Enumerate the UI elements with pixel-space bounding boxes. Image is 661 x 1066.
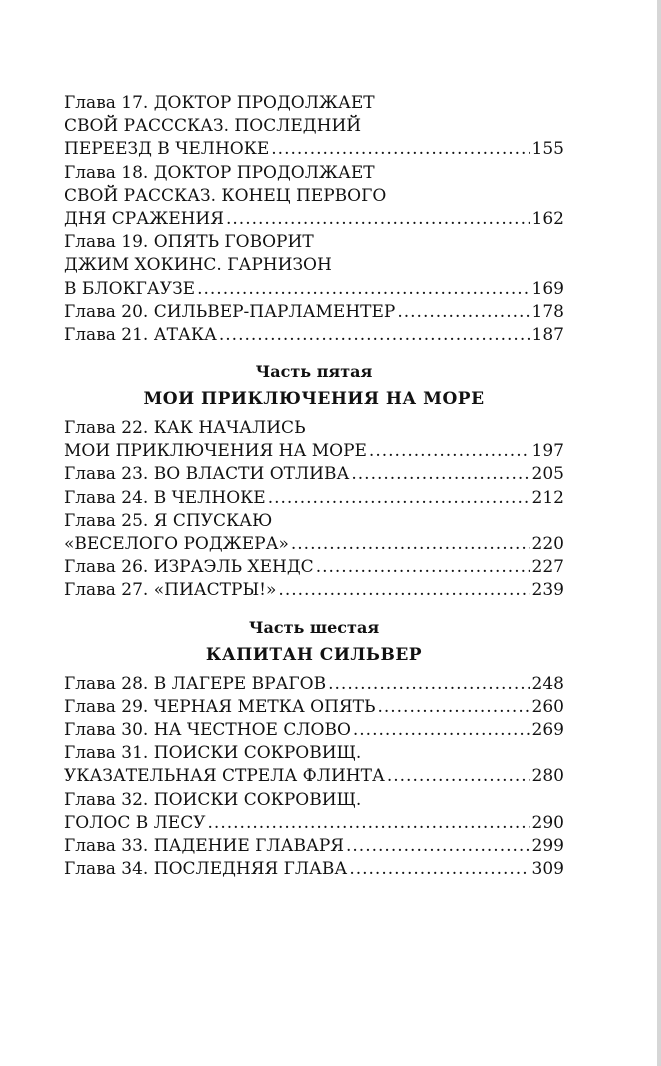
toc-page-number: 212	[531, 487, 564, 508]
toc-page-number: 187	[531, 324, 564, 345]
dot-leader	[197, 278, 529, 301]
toc-line	[64, 742, 564, 765]
dot-leader	[291, 533, 530, 556]
toc-entry-text: Глава 29. ЧЕРНАЯ МЕТКА ОПЯТЬ	[64, 696, 376, 717]
toc-page-number: 227	[531, 557, 564, 578]
toc-entry-text: ГОЛОС В ЛЕСУ	[64, 812, 206, 833]
part-five-name: МОИ ПРИКЛЮЧЕНИЯ НА МОРЕ	[143, 389, 485, 410]
part-five-title: Часть пятая	[255, 362, 373, 382]
toc-entry-text: Глава 20. СИЛЬВЕР-ПАРЛАМЕНТЕР	[64, 301, 396, 322]
toc-entry-text: СВОЙ РАССКАЗ. КОНЕЦ ПЕРВОГО	[64, 185, 387, 206]
toc-entry-text: Глава 23. ВО ВЛАСТИ ОТЛИВА	[64, 464, 350, 485]
toc-page-number: 178	[531, 301, 564, 322]
toc-entry-text: Глава 32. ПОИСКИ СОКРОВИЩ.	[64, 789, 362, 810]
toc-entry-text: Глава 19. ОПЯТЬ ГОВОРИТ	[64, 232, 314, 253]
toc-line	[64, 835, 564, 858]
toc-page-number: 155	[531, 139, 564, 160]
dot-leader	[328, 673, 529, 696]
toc-entry-text: Глава 31. ПОИСКИ СОКРОВИЩ.	[64, 743, 362, 764]
toc-line	[64, 463, 564, 486]
dot-leader	[316, 556, 530, 579]
toc-entry-text: СВОЙ РАСССКАЗ. ПОСЛЕДНИЙ	[64, 116, 362, 137]
toc-page-number: 169	[531, 278, 564, 299]
toc-line	[64, 115, 564, 138]
toc-page-number: 269	[531, 719, 564, 740]
toc-line	[64, 719, 564, 742]
toc-page-number: 220	[531, 534, 564, 554]
toc-page-number: 162	[531, 208, 564, 229]
toc-block-part-five	[64, 417, 564, 603]
toc-line	[64, 208, 564, 231]
toc-entry-text: «ВЕСЕЛОГО РОДЖЕРА»	[64, 534, 289, 554]
toc-line	[64, 673, 564, 696]
toc-entry-text: Глава 30. НА ЧЕСТНОЕ СЛОВО	[64, 719, 351, 740]
toc-line	[64, 812, 564, 835]
toc-line	[64, 440, 564, 463]
dot-leader	[208, 812, 530, 835]
part-six-name: КАПИТАН СИЛЬВЕР	[205, 644, 423, 665]
dot-leader	[397, 301, 529, 324]
toc-page-number: 309	[531, 859, 564, 880]
toc-entry-text: Глава 24. В ЧЕЛНОКЕ	[64, 487, 266, 508]
dot-leader	[271, 138, 529, 161]
toc-entry-text: Глава 28. В ЛАГЕРЕ ВРАГОВ	[64, 673, 327, 694]
dot-leader	[219, 324, 530, 347]
toc-line	[64, 579, 564, 602]
toc-line	[64, 789, 564, 812]
toc-line	[64, 162, 564, 185]
toc-page-number: 299	[531, 835, 564, 856]
toc-page-number: 280	[531, 766, 564, 787]
dot-leader	[278, 579, 529, 602]
dot-leader	[268, 487, 530, 510]
toc-line	[64, 185, 564, 208]
toc-entry-text: Глава 18. ДОКТОР ПРОДОЛЖАЕТ	[64, 162, 375, 183]
toc-line	[64, 417, 564, 440]
toc-entry-text: Глава 17. ДОКТОР ПРОДОЛЖАЕТ	[64, 93, 375, 113]
toc-entry-text: Глава 25. Я СПУСКАЮ	[64, 510, 273, 531]
toc-line	[64, 510, 564, 533]
toc-line	[64, 324, 564, 347]
toc-entry-text: ДЖИМ ХОКИНС. ГАРНИЗОН	[64, 255, 332, 276]
toc-entry-text: Глава 33. ПАДЕНИЕ ГЛАВАРЯ	[64, 835, 344, 856]
toc-page-number: 248	[531, 673, 564, 694]
toc-line	[64, 301, 564, 324]
dot-leader	[349, 858, 529, 881]
toc-line	[64, 765, 564, 788]
dot-leader	[377, 696, 529, 719]
dot-leader	[346, 835, 530, 858]
dot-leader	[387, 765, 530, 788]
toc-entry-text: Глава 22. КАК НАЧАЛИСЬ	[64, 418, 306, 439]
toc-entry-text: ДНЯ СРАЖЕНИЯ	[64, 208, 224, 229]
toc-page-number: 239	[531, 580, 564, 601]
toc-line	[64, 696, 564, 719]
dot-leader	[226, 208, 530, 231]
toc-line	[64, 556, 564, 579]
toc-block-continued	[64, 92, 564, 347]
toc-line	[64, 92, 564, 115]
toc-page-number: 197	[531, 441, 564, 462]
toc-page-number: 260	[531, 696, 564, 717]
toc-entry-text: Глава 34. ПОСЛЕДНЯЯ ГЛАВА	[64, 859, 348, 880]
toc-entry-text: Глава 21. АТАКА	[64, 324, 217, 345]
dot-leader	[351, 463, 529, 486]
toc-block-part-six	[64, 673, 564, 882]
toc-entry-text: В БЛОКГАУЗЕ	[64, 278, 196, 299]
toc-line	[64, 487, 564, 510]
toc-line	[64, 138, 564, 161]
toc-entry-text: Глава 27. «ПИАСТРЫ!»	[64, 580, 277, 601]
toc-entry-text: МОИ ПРИКЛЮЧЕНИЯ НА МОРЕ	[64, 441, 367, 462]
table-of-contents	[64, 92, 564, 881]
toc-line	[64, 858, 564, 881]
page-edge-shadow	[657, 0, 661, 1066]
toc-line	[64, 231, 564, 254]
toc-line	[64, 254, 564, 277]
part-six-title: Часть шестая	[248, 617, 380, 637]
toc-line	[64, 533, 564, 556]
dot-leader	[369, 440, 530, 463]
toc-page-number: 205	[531, 464, 564, 485]
toc-entry-text: ПЕРЕЕЗД В ЧЕЛНОКЕ	[64, 139, 270, 160]
dot-leader	[353, 719, 530, 742]
toc-entry-text: Глава 26. ИЗРАЭЛЬ ХЕНДС	[64, 557, 314, 578]
toc-line	[64, 278, 564, 301]
toc-entry-text: УКАЗАТЕЛЬНАЯ СТРЕЛА ФЛИНТА	[64, 766, 385, 787]
toc-page-number: 290	[531, 812, 564, 833]
